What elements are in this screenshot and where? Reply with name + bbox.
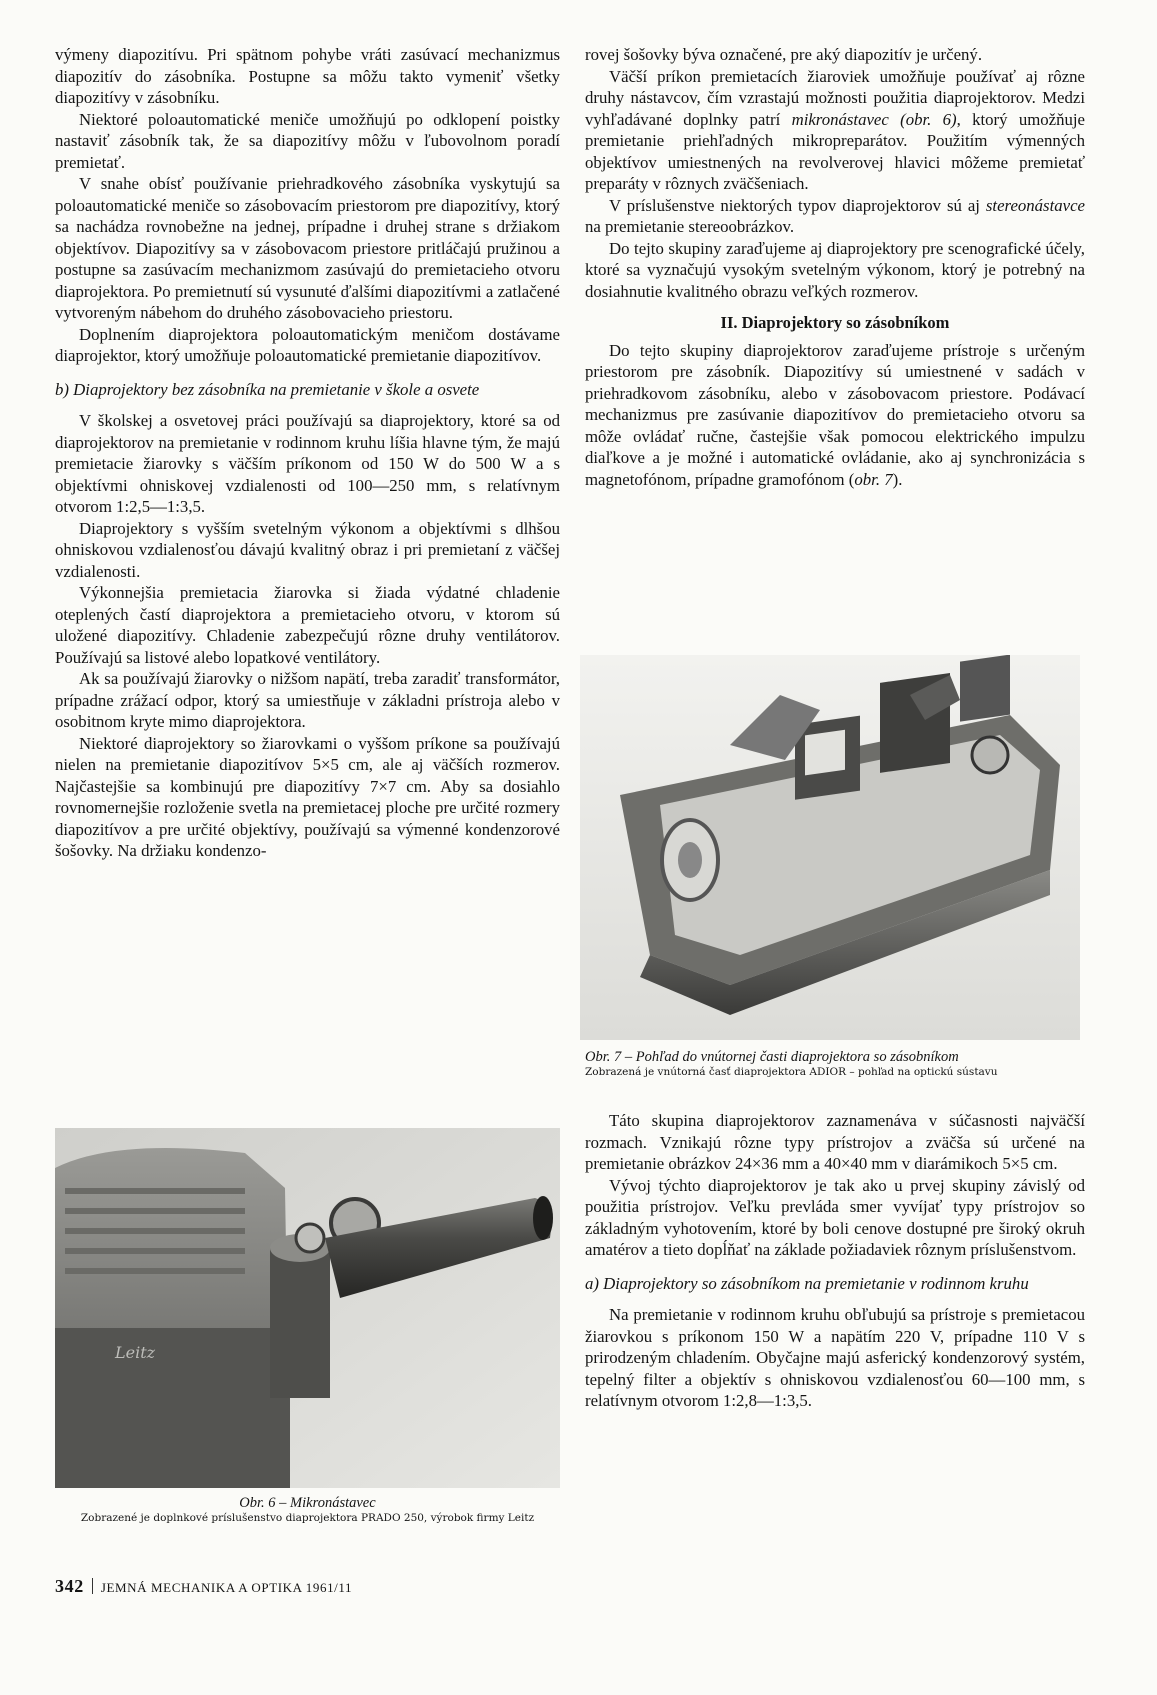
text-run: na premietanie stereoobrázkov. (585, 217, 795, 236)
paragraph: Do tejto skupiny zaraďujeme aj diaprojektory pre scenografické účely, ktoré sa vyznačujú vysokým svetelným výkonom, ktorý je potrebný na dosiahnutie kvalitného obrazu veľkých rozmerov. (585, 238, 1085, 301)
projector-interior-illustration (580, 655, 1080, 1040)
figure-7-description: Zobrazená je vnútorná časť diaprojektora ADIOR – pohľad na optickú sústavu (585, 1066, 998, 1078)
figure-6-description: Zobrazené je doplnkové príslušenstvo diaprojektora PRADO 250, výrobok firmy Leitz (80, 1512, 535, 1524)
paragraph (585, 340, 1085, 491)
emphasis: stereonástavce (985, 195, 1085, 215)
paragraph: Ak sa používajú žiarovky o nižšom napätí, treba zaradiť transformátor, prípadne zrážací odpor, ktorý sa umiestňuje v základni prístroja alebo v osobitnom kryte mimo diaprojektora. (55, 669, 560, 731)
figure-7-title: Obr. 7 – Pohľad do vnútornej časti diaprojektora so zásobníkom (585, 1049, 959, 1065)
paragraph: Vývoj týchto diaprojektorov je tak ako u prvej skupiny závislý od použitia prístrojov. Veľku prevláda smer vyvíjať typy prístrojov so základným vyhotovením, ktoré by boli cenove dostupné pre široký okruh amatérov a tieto dopĺňať na základe požiadaviek rôznym príslušenstvom. (585, 1175, 1085, 1259)
paragraph: rovej šošovky býva označené, pre aký diapozitív je určený. (585, 45, 983, 64)
section-heading: II. Diaprojektory so zásobníkom (720, 313, 950, 332)
emphasis: mikronástavec (791, 109, 889, 129)
paragraph: Niektoré poloautomatické meniče umožňujú po odklopení poistky nastaviť zásobník tak, že sa diapozitívy môžu v ľubovolnom poradí premietať. (55, 109, 560, 172)
figure-6-title: Obr. 6 – Mikronástavec (239, 1495, 376, 1511)
figure-reference: (obr. 6) (888, 109, 957, 129)
paragraph: V školskej a osvetovej práci používajú sa diaprojektory, ktoré sa od diaprojektorov na premietanie v rodinnom kruhu líšia hlavne tým, že majú premietacie žiarovky s väčším príkonom od 150 W do 500 W a s objektívmi ohniskovej vzdialenosti od 100—250 mm, s relatívnym otvorom 1:2,5—1:3,5. (55, 411, 560, 516)
paragraph (585, 195, 1085, 238)
subsection-heading: b) Diaprojektory bez zásobníka na premietanie v škole a osvete (55, 379, 480, 399)
figure-6-caption (55, 1494, 560, 1525)
divider (92, 1578, 93, 1594)
page-footer (55, 1576, 352, 1597)
paragraph: V snahe obísť používanie priehradkového zásobníka vyskytujú sa poloautomatické meniče so zásobovacím priestorom pre diapozitívy, ktorý sa nachádza rovnobežne na jednej, prípadne i druhej strane s držiakom objektívov. Diapozitívy sa v zásobovacom priestore pritláčajú pružinou a postupne sa zasúvacím mechanizmom zasúvajú do premietacieho otvoru diaprojektora. Po premietnutí sú vysunuté ďalšími diapozitívmi a zatlačené vytvoreným nábehom do druhého zásobovacieho priestoru. (55, 174, 560, 322)
right-column-bottom (585, 1110, 1085, 1412)
leitz-logo: Leitz (115, 1343, 156, 1362)
text-run: Do tejto skupiny diaprojektorov zaraďujeme prístroje s určeným priestorom pre zásobník. Diapozitívy sú umiestnené v sadách v priehradkovom zásobníku, alebo v zásobovacom priestore. Podávací mechanizmus pre zasúvanie diapozitívov do premietacieho otvoru sa môže ovládať ručne, častejšie však pomocou elektrického impulzu diaľkove a je možné i automatické ovládanie, ako aj synchronizácia s magnetofónom, prípadne gramofónom ( (585, 340, 1085, 489)
journal-name: JEMNÁ MECHANIKA A OPTIKA 1961/11 (100, 1580, 353, 1595)
page-number: 342 (55, 1576, 84, 1596)
text-run: , ktorý umožňuje premietanie priehľadných mikropreparátov. Použitím výmenných objektívov umiestnených na revolverovej hlavici môžeme premietať preparáty v rôznych zväčšeniach. (585, 109, 1085, 193)
paragraph: Výkonnejšia premietacia žiarovka si žiada výdatné chladenie oteplených častí diaprojektora a premietacieho otvoru, v ktorom sú uložené diapozitívy. Chladenie zabezpečujú rôzne druhy ventilátorov. Používajú sa listové alebo lopatkové ventilátory. (55, 583, 560, 667)
paragraph: Niektoré diaprojektory so žiarovkami o vyššom príkone sa používajú nielen na premietanie diapozitívov 5×5 cm, ale aj väčších rozmerov. Najčastejšie sa kombinujú pre diapozitívy 7×7 cm. Aby sa dosiahlo rovnomernejšie rozloženie svetla na premietacej ploche pre určité rozmery diapozitívov a pre určité objektívy, používajú sa výmenné kondenzorové šošovky. Na držiaku kondenzo- (55, 733, 560, 860)
paragraph (585, 66, 1085, 195)
subsection-heading: a) Diaprojektory so zásobníkom na premietanie v rodinnom kruhu (585, 1273, 1029, 1293)
left-column (55, 44, 560, 862)
text-run: V príslušenstve niektorých typov diaprojektorov sú aj (609, 195, 986, 215)
paragraph: Doplnením diaprojektora poloautomatickým meničom dostávame diaprojektor, ktorý umožňuje poloautomatické premietanie diapozitívov. (55, 324, 560, 365)
text-run: ). (892, 469, 903, 489)
figure-7-photo (580, 655, 1080, 1040)
figure-reference: obr. 7 (854, 469, 893, 489)
paragraph: výmeny diapozitívu. Pri spätnom pohybe vráti zasúvací mechanizmus diapozitív do zásobníka. Postupne sa môžu takto vymeniť všetky diapozitívy v zásobníku. (55, 45, 560, 107)
paragraph: Táto skupina diaprojektorov zaznamenáva v súčasnosti najväčší rozmach. Vznikajú rôzne typy prístrojov a zväčša sú určené na premietanie obrázkov 24×36 mm a 40×40 mm v diarámikoch 5×5 cm. (585, 1111, 1085, 1173)
paragraph: Diaprojektory s vyšším svetelným výkonom a objektívmi s dlhšou ohniskovou vzdialenosťou dávajú kvalitný obraz i pri premietaní z väčšej vzdialenosti. (55, 518, 560, 581)
figure-7-caption (585, 1048, 1085, 1079)
text-run: Väčší príkon premietacích žiaroviek umožňuje používať aj rôzne druhy nástavcov, čím vzrastajú možnosti použitia diaprojektorov. Medzi vyhľadávané doplnky patrí (585, 66, 1085, 129)
figure-6-photo (55, 1128, 560, 1488)
micro-attachment-illustration (55, 1128, 560, 1488)
right-column-top (585, 44, 1085, 490)
paragraph: Na premietanie v rodinnom kruhu obľubujú sa prístroje s premietacou žiarovkou s príkonom 150 W a napätím 220 V, prípadne 110 V s prirodzeným chladením. Obyčajne majú asferický kondenzorový systém, tepelný filter a objektív s ohniskovou vzdialenosťou 60—100 mm, s relatívnym otvorom 1:2,8—1:3,5. (585, 1305, 1085, 1410)
